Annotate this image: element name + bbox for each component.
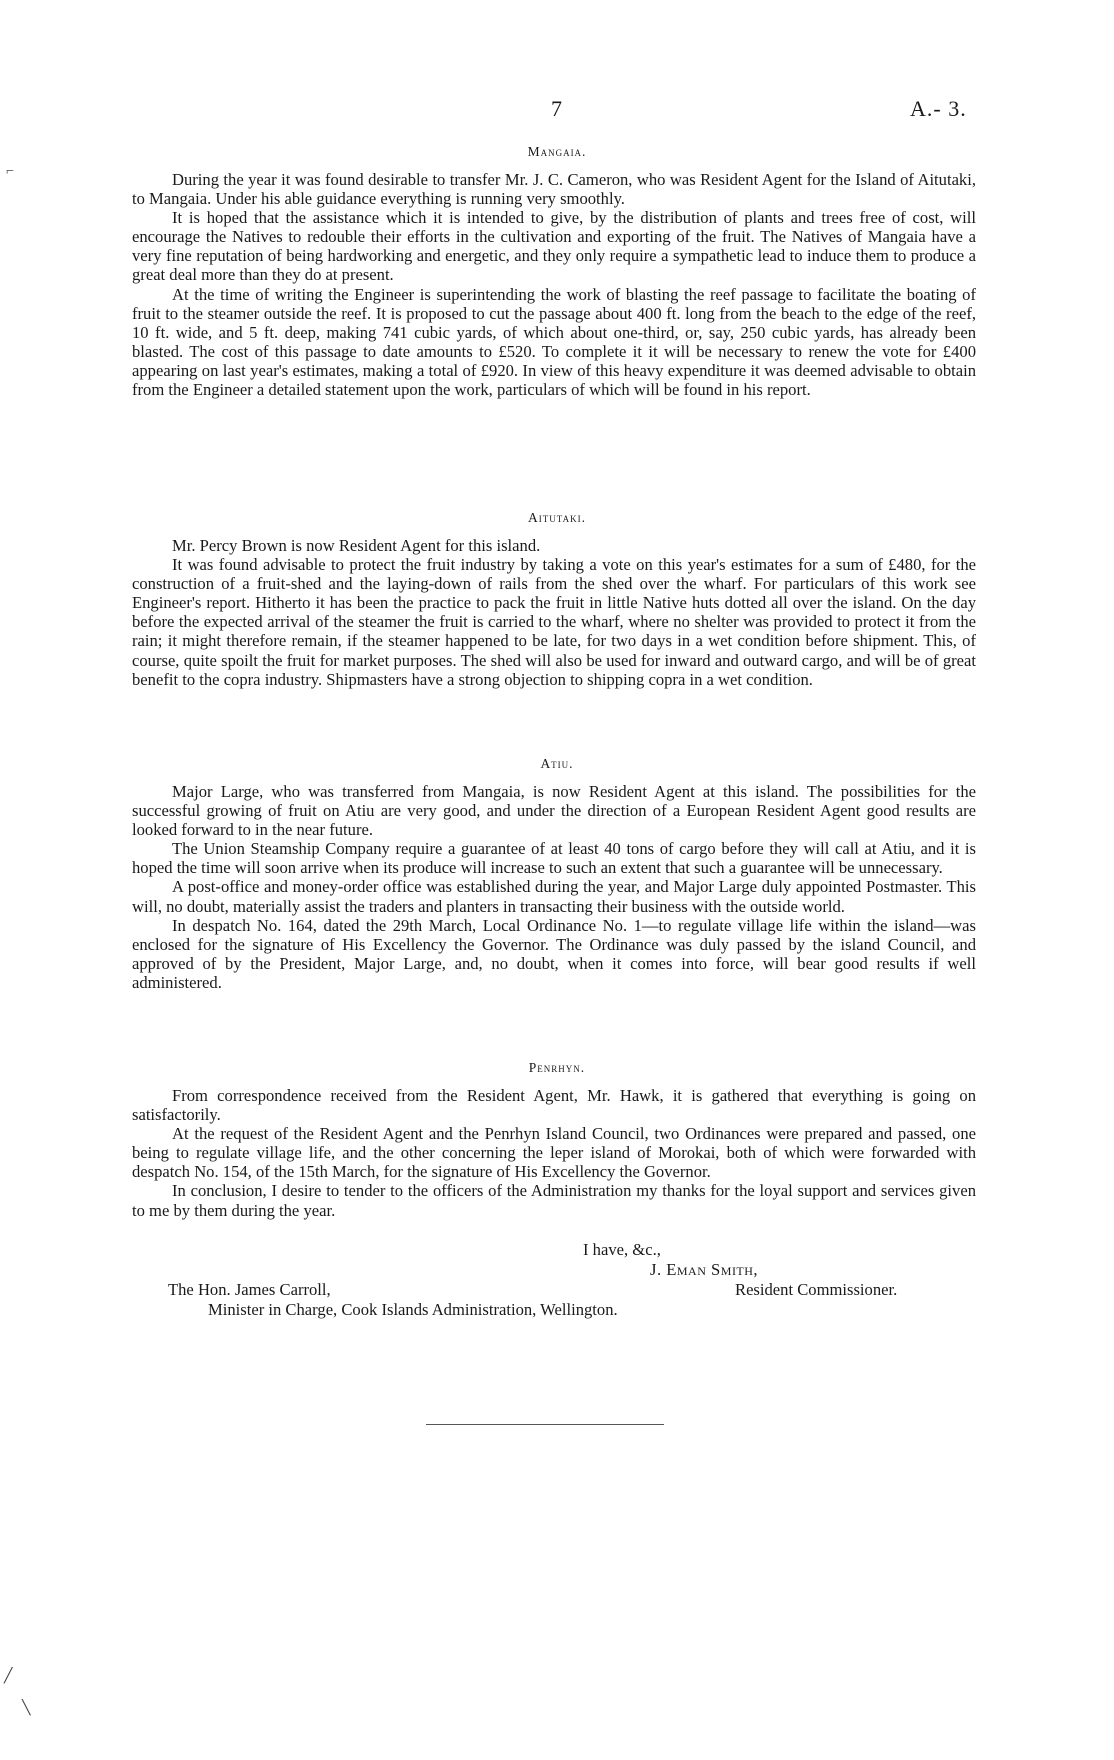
paragraph: A post-office and money-order office was established during the year, and Major Large duly appointed Postmaster. This will, no doubt, materially assist the traders and planters in transacting their business with the outside world. (132, 877, 976, 916)
paragraph: Mr. Percy Brown is now Resident Agent for this island. (172, 536, 541, 555)
paragraph: During the year it was found desirable to transfer Mr. J. C. Cameron, who was Resident Agent for the Island of Aitutaki, to Mangaia. Under his able guidance everything is running very smoothly. (132, 170, 976, 209)
margin-mark: ╲ (22, 1701, 31, 1716)
closing-rule (426, 1424, 664, 1425)
section-body-aitutaki (132, 536, 976, 689)
paragraph: From correspondence received from the Resident Agent, Mr. Hawk, it is gathered that everything is going on satisfactorily. (132, 1086, 976, 1125)
paragraph: It is hoped that the assistance which it is intended to give, by the distribution of plants and trees free of cost, will encourage the Natives to redouble their efforts in the cultivation and exporting of the fruit. The Natives of Mangaia have a very fine reputation of being hardworking and energetic, and they only require a sympathetic lead to induce them to produce a great deal more than they do at present. (132, 208, 976, 285)
page-number: 7 (551, 96, 562, 121)
section-body-atiu (132, 782, 976, 992)
section-body-penrhyn (132, 1086, 976, 1220)
section-heading-atiu: Atiu. (540, 756, 574, 771)
addressee-role: Minister in Charge, Cook Islands Administration, Wellington. (208, 1300, 618, 1319)
addressee-name: The Hon. James Carroll, (168, 1280, 331, 1299)
section-heading-mangaia: Mangaia. (527, 144, 587, 159)
signatory-name: J. Eman Smith, (650, 1260, 759, 1279)
signatory-title: Resident Commissioner. (735, 1280, 898, 1299)
paragraph: In conclusion, I desire to tender to the officers of the Administration my thanks for the loyal support and services given to me by them during the year. (132, 1181, 976, 1220)
paragraph: At the time of writing the Engineer is superintending the work of blasting the reef passage to facilitate the boating of fruit to the steamer outside the reef. It is proposed to cut the passage about 400 ft. long from the beach to the edge of the reef, 10 ft. wide, and 5 ft. deep, making 741 cubic yards, of which about one-third, or, say, 250 cubic yards, has already been blasted. The cost of this passage to date amounts to £520. To complete it it will be necessary to renew the vote for £400 appearing on last year's estimates, making a total of £920. In view of this heavy expenditure it was deemed advisable to obtain from the Engineer a detailed statement upon the work, particulars of which will be found in his report. (132, 284, 976, 400)
section-heading-penrhyn: Penrhyn. (528, 1060, 586, 1075)
paragraph: It was found advisable to protect the fruit industry by taking a vote on this year's estimates for a sum of £480, for the construction of a fruit-shed and the laying-down of rails from the shed over the wharf. For particulars of this work see Engineer's report. Hitherto it has been the practice to pack the fruit in little Native huts dotted all over the island. On the day before the expected arrival of the steamer the fruit is carried to the wharf, where no shelter was provided to protect it from the rain; it might therefore remain, if the steamer happened to be late, for two days in a wet condition before shipment. This, of course, quite spoilt the fruit for market purposes. The shed will also be used for inward and outward cargo, and will be of great benefit to the copra industry. Shipmasters have a strong objection to shipping copra in a wet condition. (132, 555, 976, 689)
paragraph: The Union Steamship Company require a guarantee of at least 40 tons of cargo before they will call at Atiu, and it is hoped the time will soon arrive when its produce will increase to such an extent that such a guarantee will be unnecessary. (132, 839, 976, 878)
section-body-mangaia (132, 170, 976, 399)
margin-mark: ⌐ (6, 164, 14, 179)
valediction: I have, &c., (583, 1240, 661, 1259)
margin-mark: ╱ (4, 1669, 13, 1684)
paragraph: In despatch No. 164, dated the 29th March, Local Ordinance No. 1—to regulate village life within the island—was enclosed for the signature of His Excellency the Governor. The Ordinance was duly passed by the island Council, and approved of by the President, Major Large, and, no doubt, when it comes into force, will bear good results if well administered. (132, 915, 976, 992)
paragraph: At the request of the Resident Agent and the Penrhyn Island Council, two Ordinances were prepared and passed, one being to regulate village life, and the other concerning the leper island of Morokai, both of which were forwarded with despatch No. 154, of the 15th March, for the signature of His Excellency the Governor. (132, 1124, 976, 1182)
document-reference: A.- 3. (910, 96, 967, 121)
section-heading-aitutaki: Aitutaki. (528, 510, 586, 525)
paragraph: Major Large, who was transferred from Mangaia, is now Resident Agent at this island. The possibilities for the successful growing of fruit on Atiu are very good, and under the direction of a European Resident Agent good results are looked forward to in the near future. (132, 782, 976, 840)
